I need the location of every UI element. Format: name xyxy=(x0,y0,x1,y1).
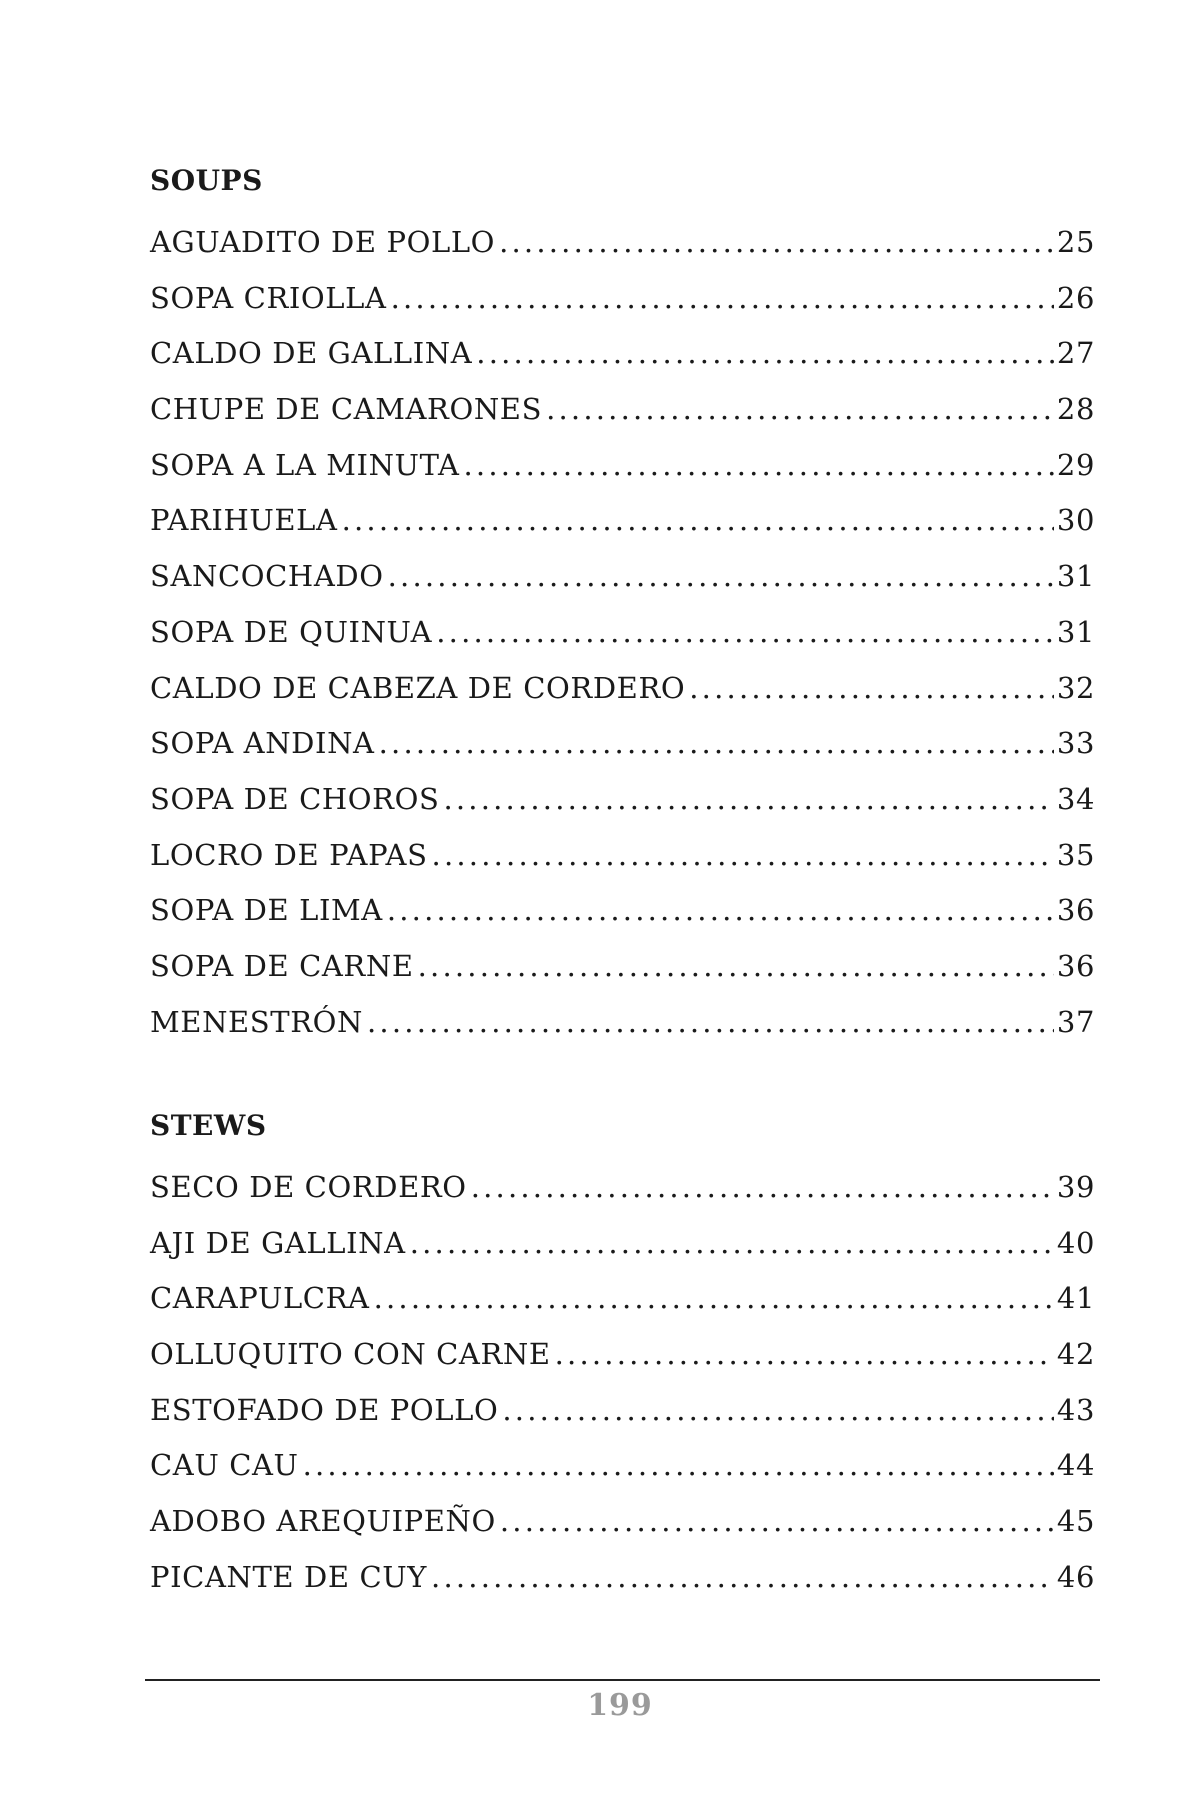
entry-page-number: 25 xyxy=(1056,225,1095,259)
entry-page-number: 32 xyxy=(1056,670,1095,705)
dot-leader xyxy=(374,1271,1054,1327)
toc-list xyxy=(150,1160,1095,1606)
entry-title: PARIHUELA xyxy=(150,503,338,538)
toc-entry xyxy=(150,215,1095,271)
entry-title: SECO DE CORDERO xyxy=(150,1170,467,1204)
toc-entry xyxy=(150,772,1095,828)
toc-entry xyxy=(150,995,1095,1051)
entry-title: ESTOFADO DE POLLO xyxy=(150,1392,499,1427)
dot-leader xyxy=(388,549,1054,605)
entry-page-number: 27 xyxy=(1056,336,1095,371)
entry-page-number: 43 xyxy=(1056,1392,1095,1427)
entry-page-number: 45 xyxy=(1056,1504,1095,1539)
entry-page-number: 37 xyxy=(1056,1004,1095,1039)
dot-leader xyxy=(387,883,1054,939)
entry-title: CALDO DE CABEZA DE CORDERO xyxy=(150,670,686,705)
dot-leader xyxy=(464,438,1054,494)
entry-page-number: 29 xyxy=(1056,447,1095,482)
entry-title: SOPA ANDINA xyxy=(150,726,375,761)
toc-entry xyxy=(150,605,1095,661)
toc-entry xyxy=(150,1216,1095,1272)
entry-title: CARAPULCRA xyxy=(150,1281,370,1316)
dot-leader xyxy=(431,1550,1054,1606)
toc-list xyxy=(150,215,1095,1050)
toc-entry xyxy=(150,661,1095,717)
entry-title: SANCOCHADO xyxy=(150,559,384,594)
toc-entry xyxy=(150,1271,1095,1327)
toc-entry xyxy=(150,1327,1095,1383)
dot-leader xyxy=(689,661,1054,717)
toc-entry xyxy=(150,549,1095,605)
dot-leader xyxy=(410,1216,1054,1272)
dot-leader xyxy=(367,995,1054,1051)
toc-entry xyxy=(150,1550,1095,1606)
entry-title: MENESTRÓN xyxy=(150,1004,364,1039)
toc-entry xyxy=(150,1383,1095,1439)
dot-leader xyxy=(418,939,1054,995)
dot-leader xyxy=(443,772,1053,828)
page-number: 199 xyxy=(587,1688,653,1723)
entry-title: LOCRO DE PAPAS xyxy=(150,837,428,872)
dot-leader xyxy=(342,493,1054,549)
toc-entry xyxy=(150,438,1095,494)
entry-page-number: 31 xyxy=(1056,559,1095,594)
dot-leader xyxy=(476,326,1054,382)
dot-leader xyxy=(555,1327,1054,1383)
dot-leader xyxy=(500,1494,1054,1550)
entry-title: ADOBO AREQUIPEÑO xyxy=(150,1504,496,1539)
entry-title: CAU CAU xyxy=(150,1448,299,1483)
entry-page-number: 44 xyxy=(1056,1448,1095,1483)
toc-entry xyxy=(150,1494,1095,1550)
entry-title: PICANTE DE CUY xyxy=(150,1559,428,1594)
entry-title: CHUPE DE CAMARONES xyxy=(150,392,543,427)
entry-page-number: 33 xyxy=(1056,726,1095,761)
dot-leader xyxy=(391,271,1054,327)
toc-section-stews xyxy=(150,1105,1095,1606)
dot-leader xyxy=(502,1383,1054,1439)
entry-page-number: 46 xyxy=(1056,1559,1095,1594)
entry-page-number: 39 xyxy=(1056,1170,1095,1204)
entry-page-number: 31 xyxy=(1056,614,1095,649)
toc-entry xyxy=(150,493,1095,549)
entry-title: SOPA DE LIMA xyxy=(150,893,383,928)
section-heading: STEWS xyxy=(150,1109,267,1142)
toc-entry xyxy=(150,939,1095,995)
entry-page-number: 36 xyxy=(1056,893,1095,928)
entry-page-number: 41 xyxy=(1056,1281,1095,1316)
toc-entry xyxy=(150,271,1095,327)
toc-entry xyxy=(150,1438,1095,1494)
toc-section-soups xyxy=(150,160,1095,1050)
toc-entry xyxy=(150,382,1095,438)
toc-entry xyxy=(150,828,1095,884)
entry-page-number: 26 xyxy=(1056,280,1095,315)
footer-divider xyxy=(145,1679,1100,1681)
entry-page-number: 34 xyxy=(1056,781,1095,816)
dot-leader xyxy=(471,1160,1054,1216)
entry-title: AGUADITO DE POLLO xyxy=(150,225,496,259)
toc-entry xyxy=(150,326,1095,382)
dot-leader xyxy=(432,828,1054,884)
entry-title: AJI DE GALLINA xyxy=(150,1225,406,1260)
entry-title: SOPA CRIOLLA xyxy=(150,280,387,315)
entry-page-number: 42 xyxy=(1056,1337,1095,1372)
entry-page-number: 30 xyxy=(1056,503,1095,538)
entry-title: SOPA DE CHOROS xyxy=(150,781,440,816)
entry-title: OLLUQUITO CON CARNE xyxy=(150,1337,551,1372)
entry-title: SOPA A LA MINUTA xyxy=(150,447,460,482)
dot-leader xyxy=(303,1438,1054,1494)
section-heading: SOUPS xyxy=(150,164,263,197)
entry-title: CALDO DE GALLINA xyxy=(150,336,473,371)
entry-title: SOPA DE QUINUA xyxy=(150,614,433,649)
entry-page-number: 28 xyxy=(1056,392,1095,427)
toc-entry xyxy=(150,716,1095,772)
dot-leader xyxy=(499,215,1054,271)
entry-page-number: 40 xyxy=(1056,1225,1095,1260)
entry-page-number: 35 xyxy=(1056,837,1095,872)
toc-entry xyxy=(150,1160,1095,1216)
entry-title: SOPA DE CARNE xyxy=(150,948,414,983)
entry-page-number: 36 xyxy=(1056,948,1095,983)
dot-leader xyxy=(436,605,1054,661)
dot-leader xyxy=(546,382,1054,438)
dot-leader xyxy=(379,716,1054,772)
toc-entry xyxy=(150,883,1095,939)
